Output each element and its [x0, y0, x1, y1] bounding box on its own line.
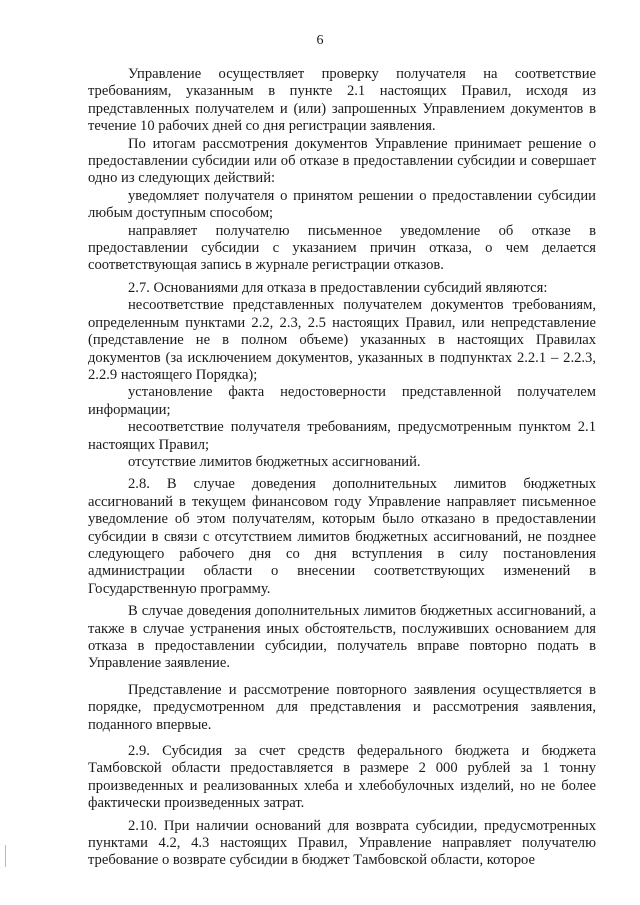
scan-edge-mark: [5, 845, 6, 867]
paragraph-notify-refusal: направляет получателю письменное уведомление об отказе в предоставлении субсидии с указанием причин отказа, о чем делается соответствующая запись в журнале регистрации отказов.: [88, 222, 596, 274]
paragraph-repeat-application: В случае доведения дополнительных лимитов бюджетных ассигнований, а также в случае устранения иных обстоятельств, послуживших основанием для отказа в предоставлении субсидии, получатель вправе повторно подать в Управление заявление.: [88, 603, 596, 672]
paragraph-notify-approval: уведомляет получателя о принятом решении о предоставлении субсидии любым доступным способом;: [88, 187, 596, 222]
document-body: [88, 66, 596, 870]
paragraph-ground-limits: отсутствие лимитов бюджетных ассигнований.: [128, 453, 421, 470]
paragraph-2-8: 2.8. В случае доведения дополнительных лимитов бюджетных ассигнований в текущем финансовом году Управление направляет письменное уведомление об этом получателям, которым было отказано в предоставлении субсидии в связи с отсутствием лимитов бюджетных ассигнований, не позднее следующего рабочего дня со дня вступления в силу постановления администрации области о внесении соответствующих изменений в Государственную программу.: [88, 476, 596, 597]
paragraph-ground-requirements: несоответствие получателя требованиям, предусмотренным пунктом 2.1 настоящих Правил;: [88, 419, 596, 453]
page-number: 6: [316, 33, 324, 48]
paragraph-verification: Управление осуществляет проверку получателя на соответствие требованиям, указанным в пункте 2.1 настоящих Правил, исходя из представленных получателем и (или) запрошенных Управлением документов в течение 10 рабочих дней со дня регистрации заявления.: [88, 66, 596, 135]
paragraph-2-10: 2.10. При наличии оснований для возврата субсидии, предусмотренных пунктами 4.2, 4.3 настоящих Правил, Управление направляет получателю требование о возврате субсидии в бюджет Тамбовской области, которое: [88, 817, 596, 869]
paragraph-decision: По итогам рассмотрения документов Управление принимает решение о предоставлении субсидии или об отказе в предоставлении субсидии и совершает одно из следующих действий:: [88, 135, 596, 187]
paragraph-repeat-procedure: Представление и рассмотрение повторного заявления осуществляется в порядке, предусмотренном для представления и рассмотрения заявления, поданного впервые.: [88, 681, 596, 733]
paragraph-2-9: 2.9. Субсидия за счет средств федерального бюджета и бюджета Тамбовской области предоставляется в размере 2 000 рублей за 1 тонну произведенных и реализованных хлеба и хлебобулочных изделий, но не более фактически произведенных затрат.: [88, 743, 596, 812]
paragraph-ground-documents: несоответствие представленных получателем документов требованиям, определенным пунктами 2.2, 2.3, 2.5 настоящих Правил, или непредставление (представление не в полном объеме) указанных в настоящих Правилах документов (за исключением документов, указанных в подпунктах 2.2.1 – 2.2.3, 2.2.9 настоящего Порядка);: [88, 297, 596, 383]
paragraph-2-7: 2.7. Основаниями для отказа в предоставлении субсидий являются:: [128, 279, 548, 296]
paragraph-ground-false-info: установление факта недостоверности представленной получателем информации;: [88, 384, 596, 418]
